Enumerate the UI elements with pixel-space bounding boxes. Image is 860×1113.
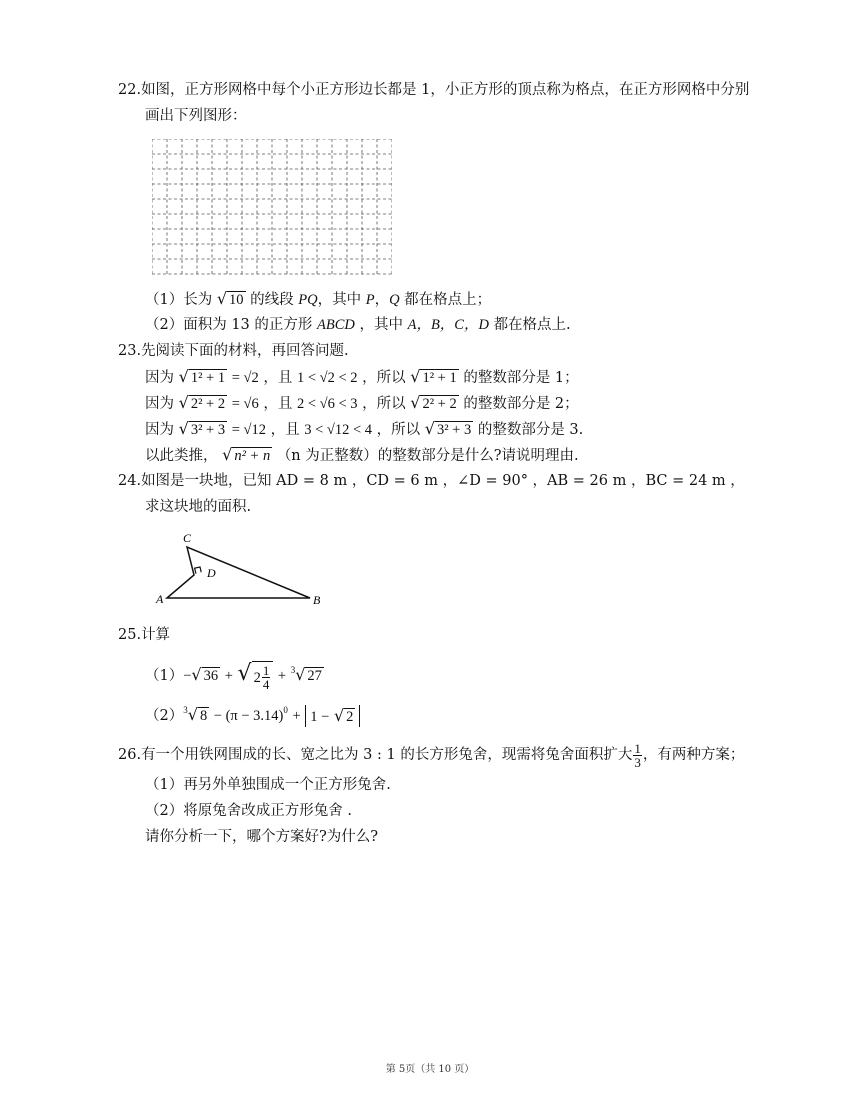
dashed-grid (152, 139, 392, 275)
q24-line2: 求这块地的面积. (145, 499, 252, 515)
q25-title: 25.计算 (118, 627, 171, 643)
q26-question: 请你分析一下，哪个方案好?为什么? (145, 829, 379, 845)
q23-row2: 因为 √ 2² + 2 = √6 ，且 2 < √6 < 3 ，所以 √ 2² + 2 的整数部分是 2； (145, 393, 579, 412)
q22-text-1: 如图，正方形网格中每个小正方形边长都是 1，小正方形的顶点称为格点，在正方形网格中分别 (141, 82, 750, 98)
label-c: C (183, 531, 192, 545)
q22-part1-radicand: 10 (229, 292, 244, 308)
label-a: A (156, 592, 164, 606)
triangle-diagram (150, 527, 335, 612)
q23-row3: 因为 √ 3² + 3 = √12 ，且 3 < √12 < 4 ，所以 √ 3² + 3 的整数部分是 3. (145, 419, 584, 438)
q25-part2: $(2)^3√$ $8 - (\pi - 3.14)^0 + 1$ − √ 2 (145, 697, 360, 729)
q23-row1: 因为 √ 1² + 1 = √2 ，且 1 < √2 < 2 ，所以 √ 1² + 1 的整数部分是 1； (145, 367, 579, 386)
q22-part1: （1）长为 √ 10 的线段 PQ，其中 P，Q 都在格点上； (145, 289, 492, 308)
q22-number: 22. (118, 82, 142, 98)
q26-option1: （1）再另外单独围成一个正方形兔舍. (145, 777, 391, 793)
square-abcd: ABCD (317, 317, 355, 333)
q23-intro: 23.先阅读下面的材料，再回答问题. (118, 343, 349, 359)
q25-part1: （1）−√ 36 + √ 2 $\frac{1}{4}$ + $^3$√ 27 (145, 661, 322, 692)
q22-line1 (118, 80, 749, 100)
segment-pq: PQ (298, 292, 318, 308)
q26-option2: （2）将原兔舍改成正方形兔舍 . (145, 803, 352, 819)
q26-line1: 26.有一个用铁网围成的长、宽之比为 3 : 1 的长方形兔舍，现需将兔舍面积扩大 $\frac{1}{3}$ ，有两种方案； (118, 740, 745, 770)
right-angle-marker (195, 567, 202, 574)
q22-line2: 画出下列图形： (145, 108, 247, 124)
quad-abcd-outline (167, 547, 310, 598)
q22-part2: （2）面积为 13 的正方形 ABCD ，其中 A，B，C，D 都在格点上. (145, 317, 571, 333)
page-footer: 第 5页（共 10 页） (385, 1064, 475, 1075)
label-d: D (207, 566, 216, 580)
q24-line1: 24.如图是一块地，已知 AD = 8 m ，CD = 6 m ，∠D = 90° ，AB = 26 m ，BC = 24 m ， (118, 473, 745, 489)
q23-conclusion: 以此类推， √ n² + n （n 为正整数）的整数部分是什么?请说明理由. (145, 445, 579, 464)
label-b: B (313, 593, 321, 607)
